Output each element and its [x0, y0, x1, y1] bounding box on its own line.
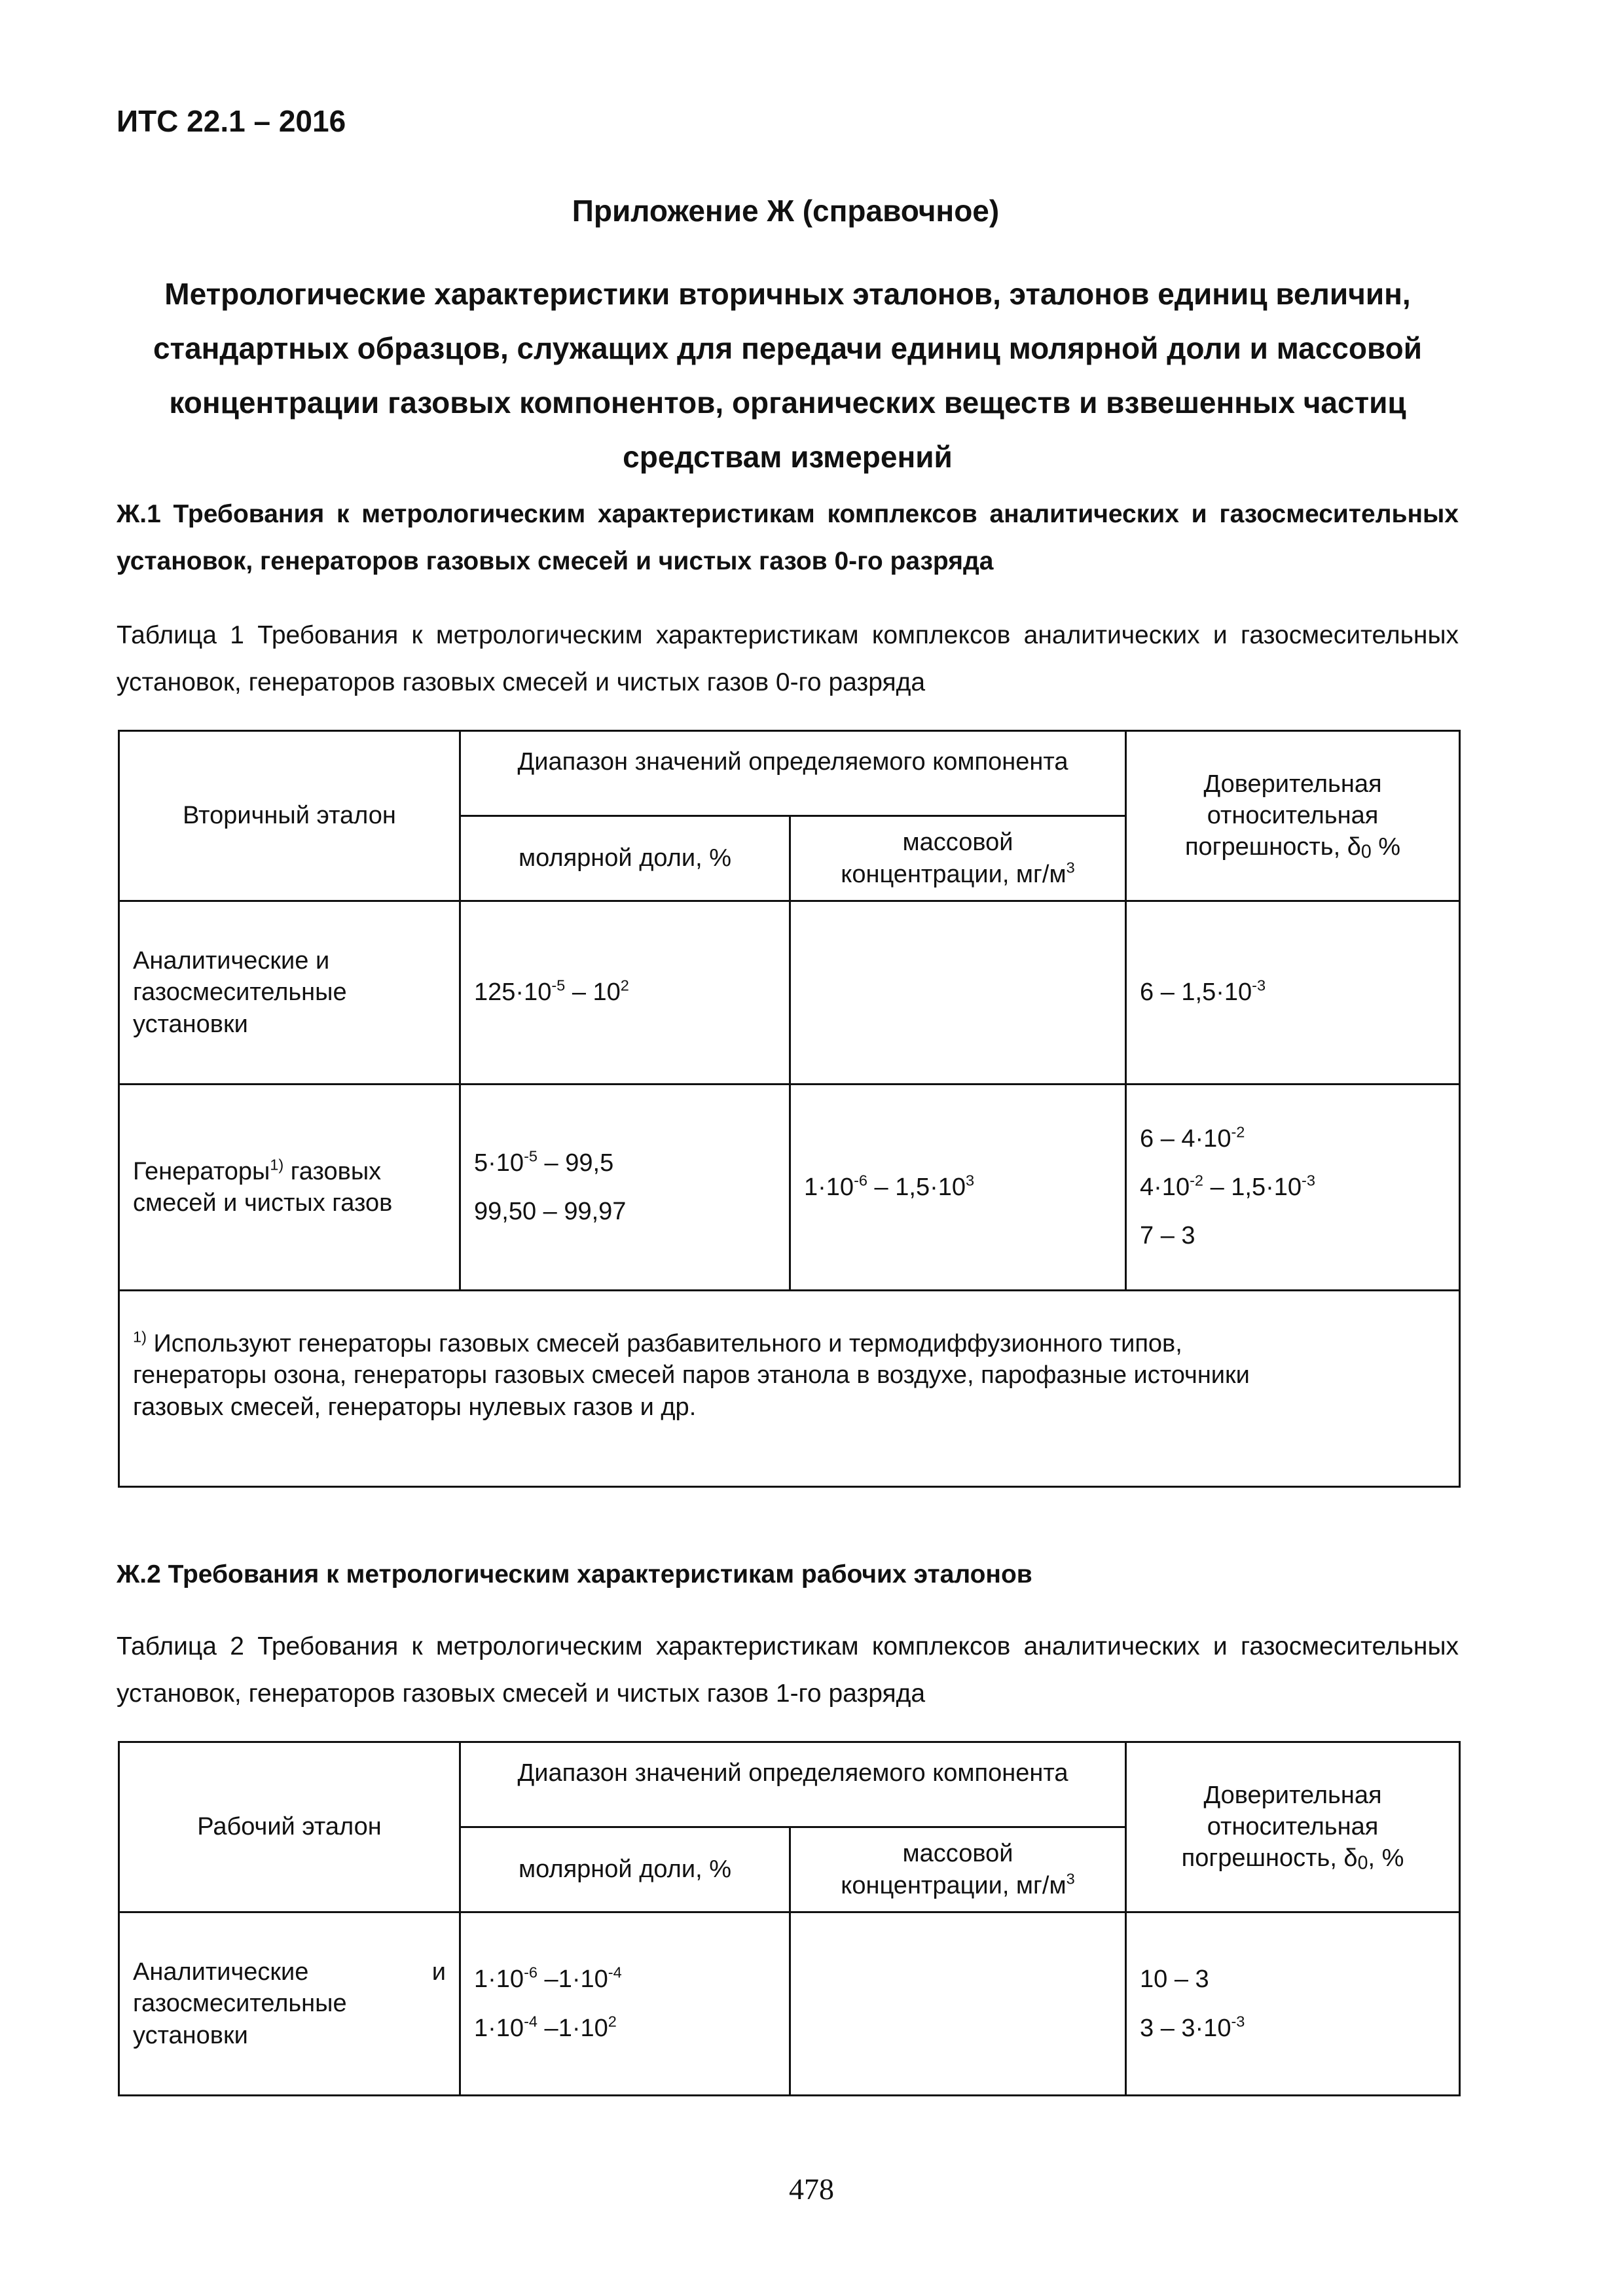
table1-header-molar: молярной доли, %: [460, 816, 790, 901]
table1: [118, 730, 1461, 1488]
table1-row2-mass: $1\cdot 10^{-6} - 1,5\cdot 10^3$: [790, 1085, 1126, 1291]
main-title: Метрологические характеристики вторичных эталонов, эталонов единиц величин, стандартных образцов, служащих для передачи единиц молярной доли и массовой концентрации газовых компонентов, органических веществ и взвешенных частиц средствам измерений: [153, 277, 1423, 474]
table1-row2-error: $6 - 4\cdot 10^{-2}$ $4\cdot 10^{-2} - 1,5\cdot 10^{-3}$ 7 – 3: [1126, 1085, 1460, 1291]
table1-row1-error: $6 - 1,5\cdot 10^{-3}$: [1126, 901, 1460, 1085]
table-row: [119, 901, 1460, 1085]
table1-footnote: $^{1)}$ Используют генераторы газовых смесей разбавительного и термодиффузионного типов, генераторы озона, генераторы газовых смесей паров этанола в воздухе, парофазные источники газовых смесей, генераторы нулевых газов и др.: [119, 1291, 1460, 1487]
table2-header-error: Доверительная относительная погрешность, δ0, %: [1126, 1742, 1460, 1912]
table1-row1-mass: [790, 901, 1126, 1085]
table1-header-standard: Вторичный эталон: [119, 731, 460, 901]
section2-heading: Ж.2 Требования к метрологическим характеристикам рабочих эталонов: [117, 1560, 1032, 1588]
table2-row1-molar: $1\cdot 10^{-6}$ $-1\cdot 10^{-4}$ $1\cdot 10^{-4}$ $-1\cdot 10^2$: [460, 1912, 790, 2096]
table1-row1-name: Аналитические и газосмесительные установки: [119, 901, 460, 1085]
table2-caption: Таблица 2 Требования к метрологическим характеристикам комплексов аналитических и газосмесительных установок, генераторов газовых смесей и чистых газов 1-го разряда: [117, 1632, 1459, 1708]
table2-row1-name: Аналитические и газосмесительные установки: [119, 1912, 460, 2096]
appendix-title: Приложение Ж (справочное): [572, 194, 1000, 228]
table-row: [119, 1912, 1460, 2096]
table2-header-molar: молярной доли, %: [460, 1827, 790, 1912]
document-code: ИТС 22.1 – 2016: [117, 104, 346, 138]
table1-row2-molar: $5\cdot 10^{-5} - 99,5$ 99,50 – 99,97: [460, 1085, 790, 1291]
section1-heading: Ж.1 Требования к метрологическим характеристикам комплексов аналитических и газосмесительных установок, генераторов газовых смесей и чистых газов 0-го разряда: [117, 500, 1459, 575]
table1-footnote-row: [119, 1291, 1460, 1487]
table2-header-range: Диапазон значений определяемого компонента: [460, 1742, 1126, 1827]
table2-row1-error: 10 – 3 $3 - 3\cdot 10^{-3}$: [1126, 1912, 1460, 2096]
table2: [118, 1741, 1461, 2096]
table1-row1-molar: $125\cdot 10^{-5} - 10^2$: [460, 901, 790, 1085]
table2-row1-mass: [790, 1912, 1126, 2096]
table1-header-row: [119, 731, 1460, 816]
table1-row2-name: Генераторы$^{1)}$ газовых смесей и чистых газов: [119, 1085, 460, 1291]
table1-header-range: Диапазон значений определяемого компонента: [460, 731, 1126, 816]
page-number: 478: [789, 2172, 834, 2206]
table-row: [119, 1085, 1460, 1291]
table1-header-error: Доверительная относительная погрешность, δ0 %: [1126, 731, 1460, 901]
table2-header-mass: массовой концентрации, $мг/м^3$: [790, 1827, 1126, 1912]
table1-header-mass: массовой концентрации, $мг/м^3$: [790, 816, 1126, 901]
table2-header-standard: Рабочий эталон: [119, 1742, 460, 1912]
table1-caption: Таблица 1 Требования к метрологическим характеристикам комплексов аналитических и газосмесительных установок, генераторов газовых смесей и чистых газов 0-го разряда: [117, 621, 1459, 696]
table2-header-row: [119, 1742, 1460, 1827]
